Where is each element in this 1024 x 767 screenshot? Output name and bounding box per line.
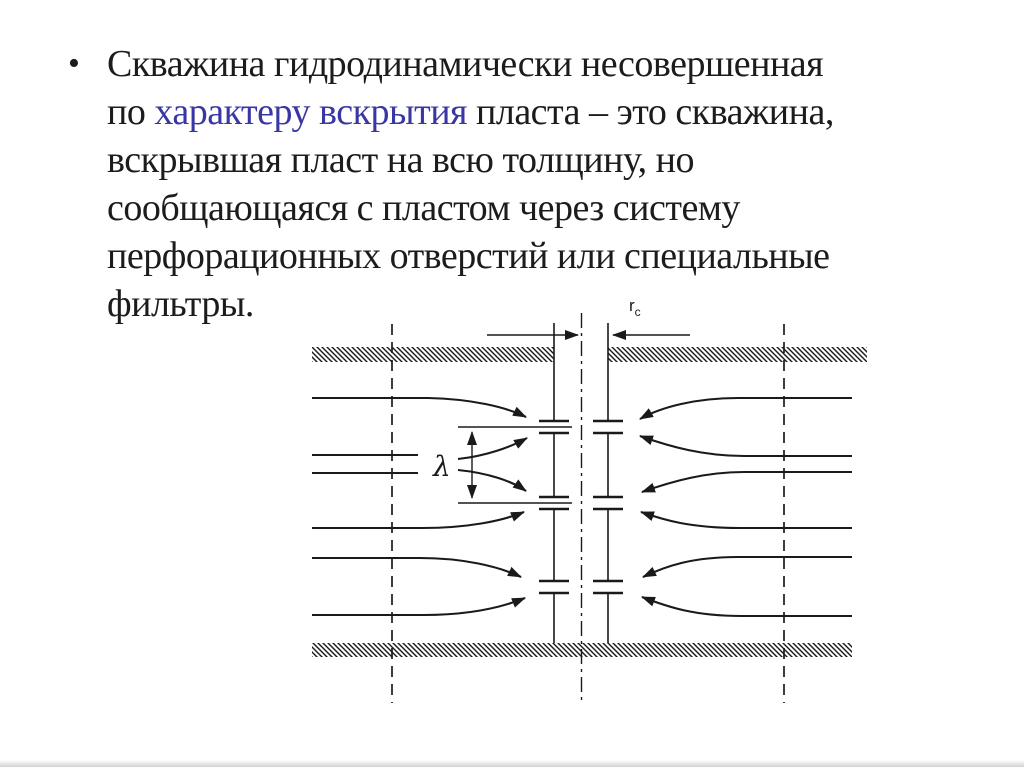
streamlines-left [312,398,527,615]
accent-text-segment: характеру вскрытия [154,91,468,133]
streamline [312,512,524,528]
streamline [643,557,852,577]
text-segment: вскрывшая пласт на всю толщину, но [107,139,694,181]
perforation-spacing-label: λ [433,450,451,483]
top-boundary-hatch-right [608,347,867,362]
well-radius-label: $r_c$ [629,296,641,319]
perforation-spacing-dimension [432,427,572,503]
streamline [312,398,526,417]
streamline [640,398,852,419]
bullet-marker: • [68,45,80,82]
top-boundary-hatch-left [312,347,554,362]
streamlines-right [640,398,852,616]
streamline [640,436,852,456]
slide-bottom-edge [0,760,1024,767]
well-radius-dimension [487,296,690,335]
streamline [458,438,527,459]
streamline [642,472,852,492]
text-segment: по [107,91,155,133]
streamline [312,558,521,577]
streamline [642,597,852,616]
streamline [312,598,525,615]
text-segment: фильтры. [107,283,254,325]
text-segment: сообщающаяся с пластом через систему [107,187,740,229]
text-segment: пласта – это скважина, [467,91,834,133]
text-segment: перфорационных отверстий или специальные [107,235,830,277]
streamline [458,470,526,491]
text-segment: Скважина гидродинамически несовершенная [107,43,824,85]
streamline [641,512,852,528]
